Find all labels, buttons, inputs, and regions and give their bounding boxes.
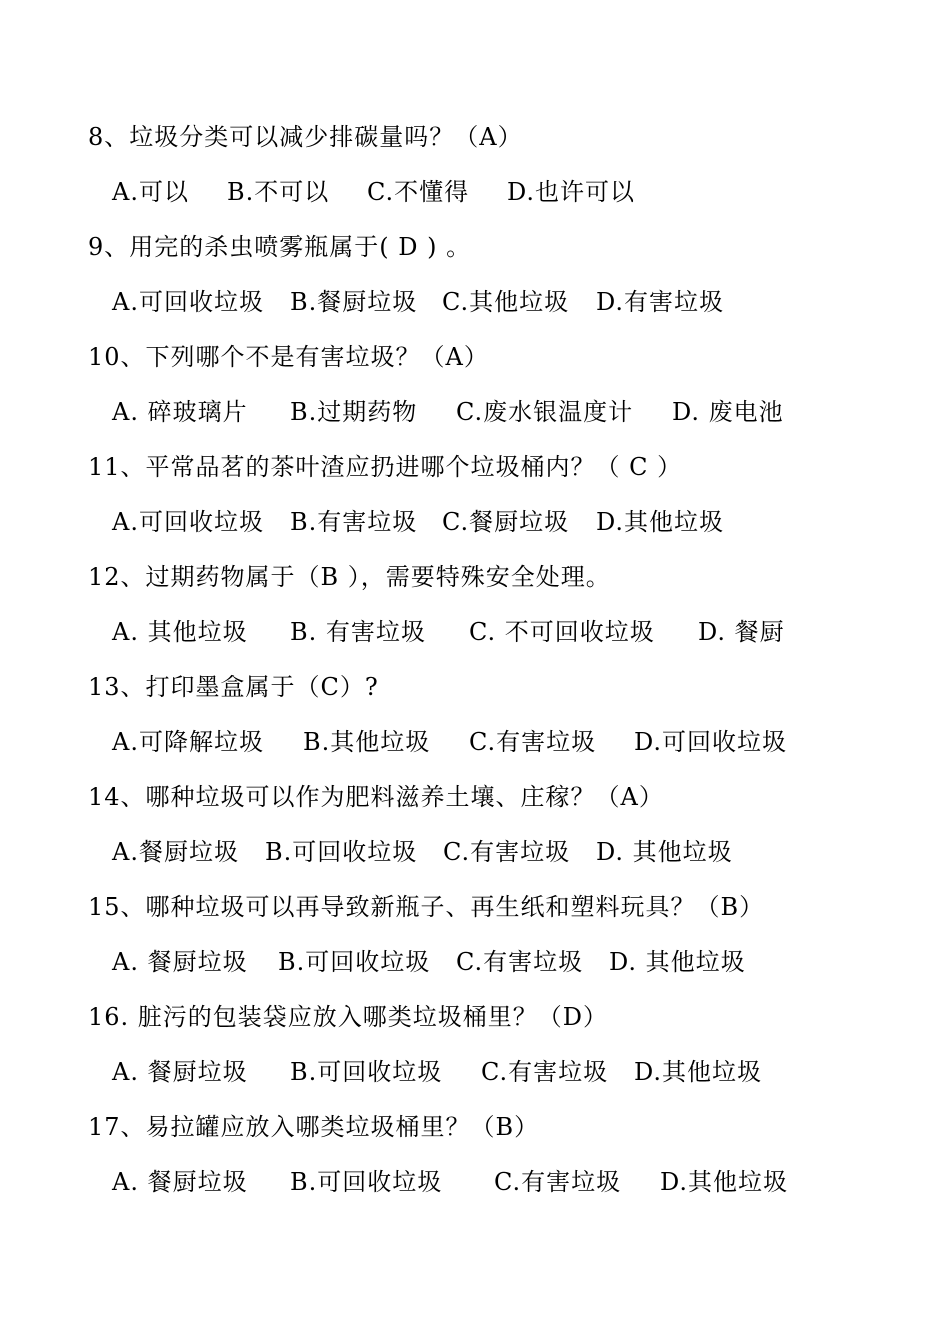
option-c: C.有害垃圾 <box>456 948 584 976</box>
option-c: C.不懂得 <box>367 178 470 206</box>
option-d: D.也许可以 <box>507 178 636 206</box>
option-d: D.可回收垃圾 <box>634 728 788 756</box>
question-text: 17、易拉罐应放入哪类垃圾桶里？（B） <box>88 1113 540 1141</box>
option-a: A.餐厨垃圾 <box>112 838 239 866</box>
option-c: C.餐厨垃圾 <box>442 508 570 536</box>
option-b: B.其他垃圾 <box>303 728 431 756</box>
option-a: A.可降解垃圾 <box>112 728 264 756</box>
option-d: D.有害垃圾 <box>596 288 725 316</box>
answer-options <box>112 507 812 537</box>
option-a: A.可以 <box>112 178 189 206</box>
option-b: B.可回收垃圾 <box>265 838 418 866</box>
option-b: B.有害垃圾 <box>290 508 418 536</box>
answer-options <box>112 397 812 427</box>
option-a: A. 餐厨垃圾 <box>112 948 248 976</box>
option-b: B. 有害垃圾 <box>290 618 426 646</box>
answer-options <box>112 1167 812 1197</box>
option-a: A.可回收垃圾 <box>112 288 264 316</box>
question-text: 12、过期药物属于（B ），需要特殊安全处理。 <box>88 563 611 591</box>
answer-options <box>112 727 812 757</box>
question-text: 10、下列哪个不是有害垃圾？（A） <box>88 343 489 371</box>
question-text: 14、哪种垃圾可以作为肥料滋养土壤、庄稼？（A） <box>88 783 664 811</box>
option-b: B.不可以 <box>227 178 330 206</box>
option-c: C.有害垃圾 <box>443 838 571 866</box>
option-d: D. 餐厨 <box>698 618 785 646</box>
option-d: D. 其他垃圾 <box>609 948 746 976</box>
option-c: C.有害垃圾 <box>494 1168 622 1196</box>
option-d: D.其他垃圾 <box>596 508 725 536</box>
option-a: A. 其他垃圾 <box>112 618 248 646</box>
question-text: 9、用完的杀虫喷雾瓶属于( D ) 。 <box>88 233 472 261</box>
option-a: A. 餐厨垃圾 <box>112 1058 248 1086</box>
answer-options <box>112 837 812 867</box>
option-d: D. 废电池 <box>672 398 784 426</box>
option-b: B.可回收垃圾 <box>278 948 431 976</box>
option-b: B.餐厨垃圾 <box>290 288 418 316</box>
answer-options <box>112 287 812 317</box>
option-d: D.其他垃圾 <box>660 1168 789 1196</box>
answer-options <box>112 1057 812 1087</box>
option-c: C.废水银温度计 <box>456 398 634 426</box>
answer-options <box>112 177 812 207</box>
option-c: C. 不可回收垃圾 <box>469 618 655 646</box>
option-a: A. 碎玻璃片 <box>112 398 248 426</box>
option-c: C.有害垃圾 <box>469 728 597 756</box>
answer-options <box>112 617 812 647</box>
option-d: D.其他垃圾 <box>634 1058 763 1086</box>
option-b: B.过期药物 <box>290 398 418 426</box>
question-text: 15、哪种垃圾可以再导致新瓶子、再生纸和塑料玩具？（B） <box>88 893 765 921</box>
option-c: C.有害垃圾 <box>481 1058 609 1086</box>
option-b: B.可回收垃圾 <box>290 1168 443 1196</box>
question-text: 8、垃圾分类可以减少排碳量吗？（A） <box>88 123 523 151</box>
option-c: C.其他垃圾 <box>442 288 570 316</box>
question-text: 16. 脏污的包装袋应放入哪类垃圾桶里？（D） <box>88 1003 609 1031</box>
answer-options <box>112 947 812 977</box>
option-a: A. 餐厨垃圾 <box>112 1168 248 1196</box>
question-text: 13、打印墨盒属于（C）? <box>88 673 379 701</box>
question-text: 11、平常品茗的茶叶渣应扔进哪个垃圾桶内？（ C ） <box>88 453 683 481</box>
option-a: A.可回收垃圾 <box>112 508 264 536</box>
option-d: D. 其他垃圾 <box>596 838 733 866</box>
option-b: B.可回收垃圾 <box>290 1058 443 1086</box>
